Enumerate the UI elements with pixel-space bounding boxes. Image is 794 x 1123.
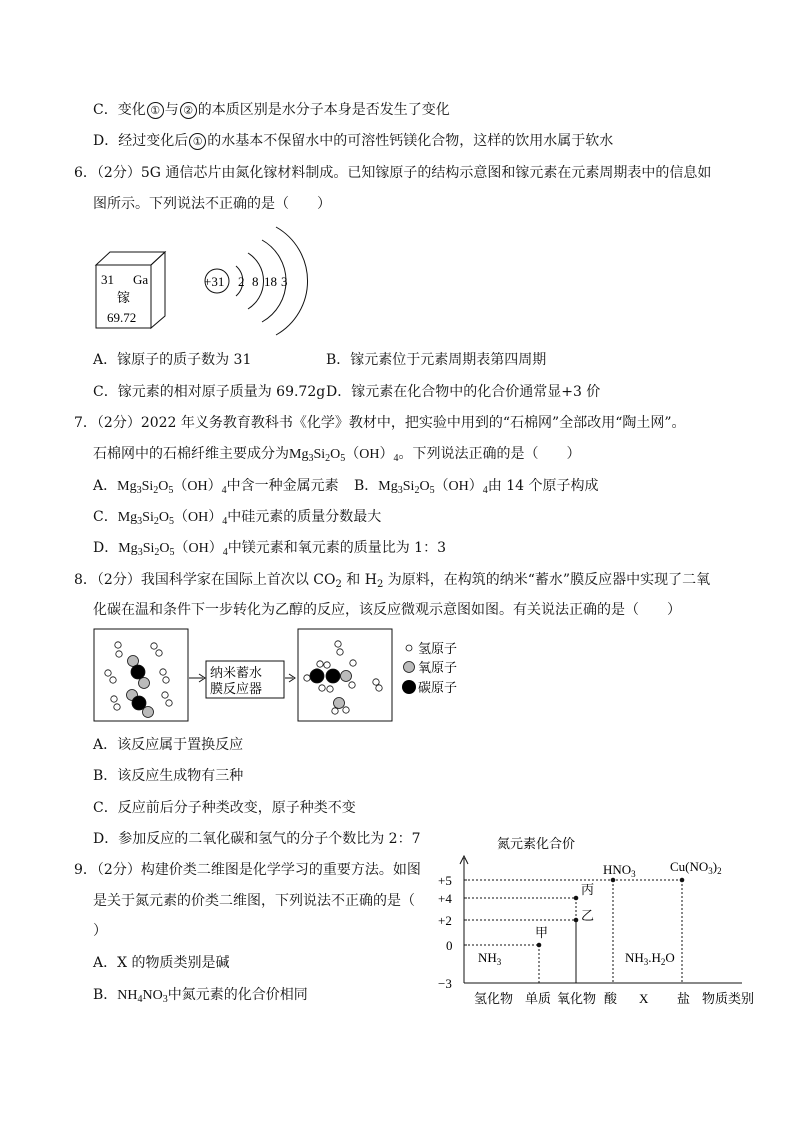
q7-option-c: C．$Mg_3Si_2O_5(OH)_4$中硅元素的质量分数最大 [93,509,382,527]
label-hno3: $HNO_3$ [603,862,636,879]
q5-option-d-pre: D．经过变化后 [93,133,189,149]
oxygen-atom [139,678,150,689]
y-tick-label: −3 [438,976,452,991]
nucleus-charge: +31 [204,274,225,289]
q7-stem-line1: 7．（2分）2022 年义务教育教科书《化学》教材中，把实验中用到的“石棉网”全部改用“陶土网”。 [74,415,686,431]
q8-option-a: A．该反应属于置换反应 [93,737,244,753]
element-name: 镓 [117,290,131,305]
legend-hydrogen: 氢原子 [418,641,458,656]
q7-option-a: A．$Mg_3Si_2O_5(OH)_4$中含一种金属元素 [93,478,339,496]
q5-option-d [93,131,613,151]
hydrogen-atom [151,643,157,649]
x-category-label: 氧化物 [557,991,597,1006]
q6-option-a: A．镓原子的质子数为 31 [93,352,252,368]
legend-oxygen: 氧原子 [418,660,458,675]
label-cuno32: $Cu(NO_3)_2$ [670,859,722,876]
gallium-figure [90,215,310,340]
q8-stem-line2: 化碳在温和条件下一步转化为乙醇的反应，该反应微观示意图如图。有关说法正确的是（ ） [93,602,681,618]
q6-stem-line1: 6．（2分）5G 通信芯片由氮化镓材料制成。已知镓原子的结构示意图和镓元素在元素周期表中的信息如 [74,165,712,181]
q9-option-b: B．$NH_4NO_3$中氮元素的化合价相同 [93,987,308,1005]
arrow-right-icon [189,674,205,682]
y-tick-label: +2 [438,913,452,928]
q6-stem-line2: 图所示。下列说法不正确的是（ ） [93,196,331,212]
q6-option-c: C．镓元素的相对原子质量为 69.72g [93,384,326,400]
label-nh3h2o: $NH_3.H_2O$ [625,950,675,967]
q9-stem-line1: 9．（2分）构建价类二维图是化学学习的重要方法。如图 [74,862,421,878]
q6-option-d: D．镓元素在化合物中的化合价通常显+3 价 [326,384,601,400]
circled-2: ② [180,102,197,119]
data-point [574,896,579,901]
q7-stem2-pre: 石棉网中的石棉纤维主要成分为 [93,446,289,462]
hydrogen-atom [156,650,162,656]
shell-1-electrons: 2 [238,274,245,289]
hydrogen-atom [114,704,120,710]
oxygen-atom [334,698,345,709]
carbon-legend-icon [402,680,416,694]
x-category-label: 盐 [677,991,691,1006]
hydrogen-atom [163,677,169,683]
q8-option-b: B．该反应生成物有三种 [93,768,244,784]
hydrogen-legend-icon [406,645,412,651]
shell-2-electrons: 8 [252,274,259,289]
atom-structure [204,227,308,335]
oxygen-legend-icon [404,662,415,673]
circled-1: ① [189,133,206,150]
legend [402,641,457,695]
q8-stem-line1: 8．（2分）我国科学家在国际上首次以 $CO_2$ 和 $H_2$ 为原料，在构筑的纳米“蓄水”膜反应器中实现了二氧 [74,572,711,590]
hydrogen-atom [162,692,168,698]
hydrogen-atom [105,670,111,676]
chart-title: 氮元素化合价 [497,836,576,851]
periodic-cell [96,252,165,328]
carbon-atom [326,669,340,683]
q5-option-d-post: 的水基本不保留水中的可溶性钙镁化合物，这样的饮用水属于软水 [207,133,614,149]
shell-4-electrons: 3 [281,274,288,289]
arrow-right-icon [285,674,295,682]
oxygen-atom [143,707,154,718]
hydrogen-atom [166,700,172,706]
data-point [537,943,542,948]
q8-option-d: D．参加反应的二氧化碳和氢气的分子个数比为 2：7 [93,831,421,847]
q5-option-c-post: 的本质区别是水分子本身是否发生了变化 [197,102,450,118]
y-tick-label: 0 [446,938,453,953]
hydrogen-atom [111,696,117,702]
atomic-number: 31 [101,272,114,287]
x-axis-label: 物质类别 [702,991,755,1006]
reactor-label-line2: 膜反应器 [210,681,263,696]
hydrogen-atom [116,651,122,657]
q7-option-b: B．$Mg_3Si_2O_5(OH)_4$由 14 个原子构成 [354,478,599,496]
data-point-label: 丙 [581,882,595,897]
data-point-label: 乙 [581,908,595,923]
q7-stem-line2 [93,444,581,465]
label-nh3: $NH_3$ [478,950,502,967]
y-tick-label: +4 [438,891,452,906]
x-category-label: 单质 [525,991,552,1006]
reaction-diagram [90,625,490,725]
circled-1: ① [147,102,164,119]
q7-stem2-post: 。下列说法正确的是（ ） [398,446,581,462]
hydrogen-atom [160,669,166,675]
x-category-label: 酸 [604,991,618,1006]
q6-option-b: B．镓元素位于元素周期表第四周期 [326,352,547,368]
formula: $Mg_3Si_2O_5(OH)_4$ [289,447,399,464]
carbon-atom [131,665,145,679]
q9-option-a: A．X 的物质类别是碱 [93,955,230,971]
hydrogen-atom [110,677,116,683]
data-point-label: 甲 [535,925,549,940]
hydrogen-atom [115,642,121,648]
q7-option-d: D．$Mg_3Si_2O_5(OH)_4$中镁元素和氧元素的质量比为 1：3 [93,540,446,558]
q5-option-c-pre: C．变化 [93,102,146,118]
q5-option-c [93,100,450,120]
legend-carbon: 碳原子 [418,680,458,695]
q9-stem-line2: 是关于氮元素的价类二维图，下列说法不正确的是（ [93,893,415,909]
carbon-atom [310,669,324,683]
q5-option-c-mid: 与 [164,102,179,118]
element-symbol: Ga [133,272,149,287]
q9-stem-line3: ） [93,923,107,939]
q8-option-c: C．反应前后分子种类改变，原子种类不变 [93,800,356,816]
reactor-label-line1: 纳米蓄水 [210,665,263,680]
atomic-mass: 69.72 [107,310,137,325]
y-tick-label: +5 [438,873,452,888]
oxygen-atom [341,671,352,682]
shell-3-electrons: 18 [264,274,277,289]
x-category-label: 氢化物 [474,991,514,1006]
x-category-label: X [639,991,649,1006]
data-point [680,878,685,883]
valence-chart [430,828,770,1010]
